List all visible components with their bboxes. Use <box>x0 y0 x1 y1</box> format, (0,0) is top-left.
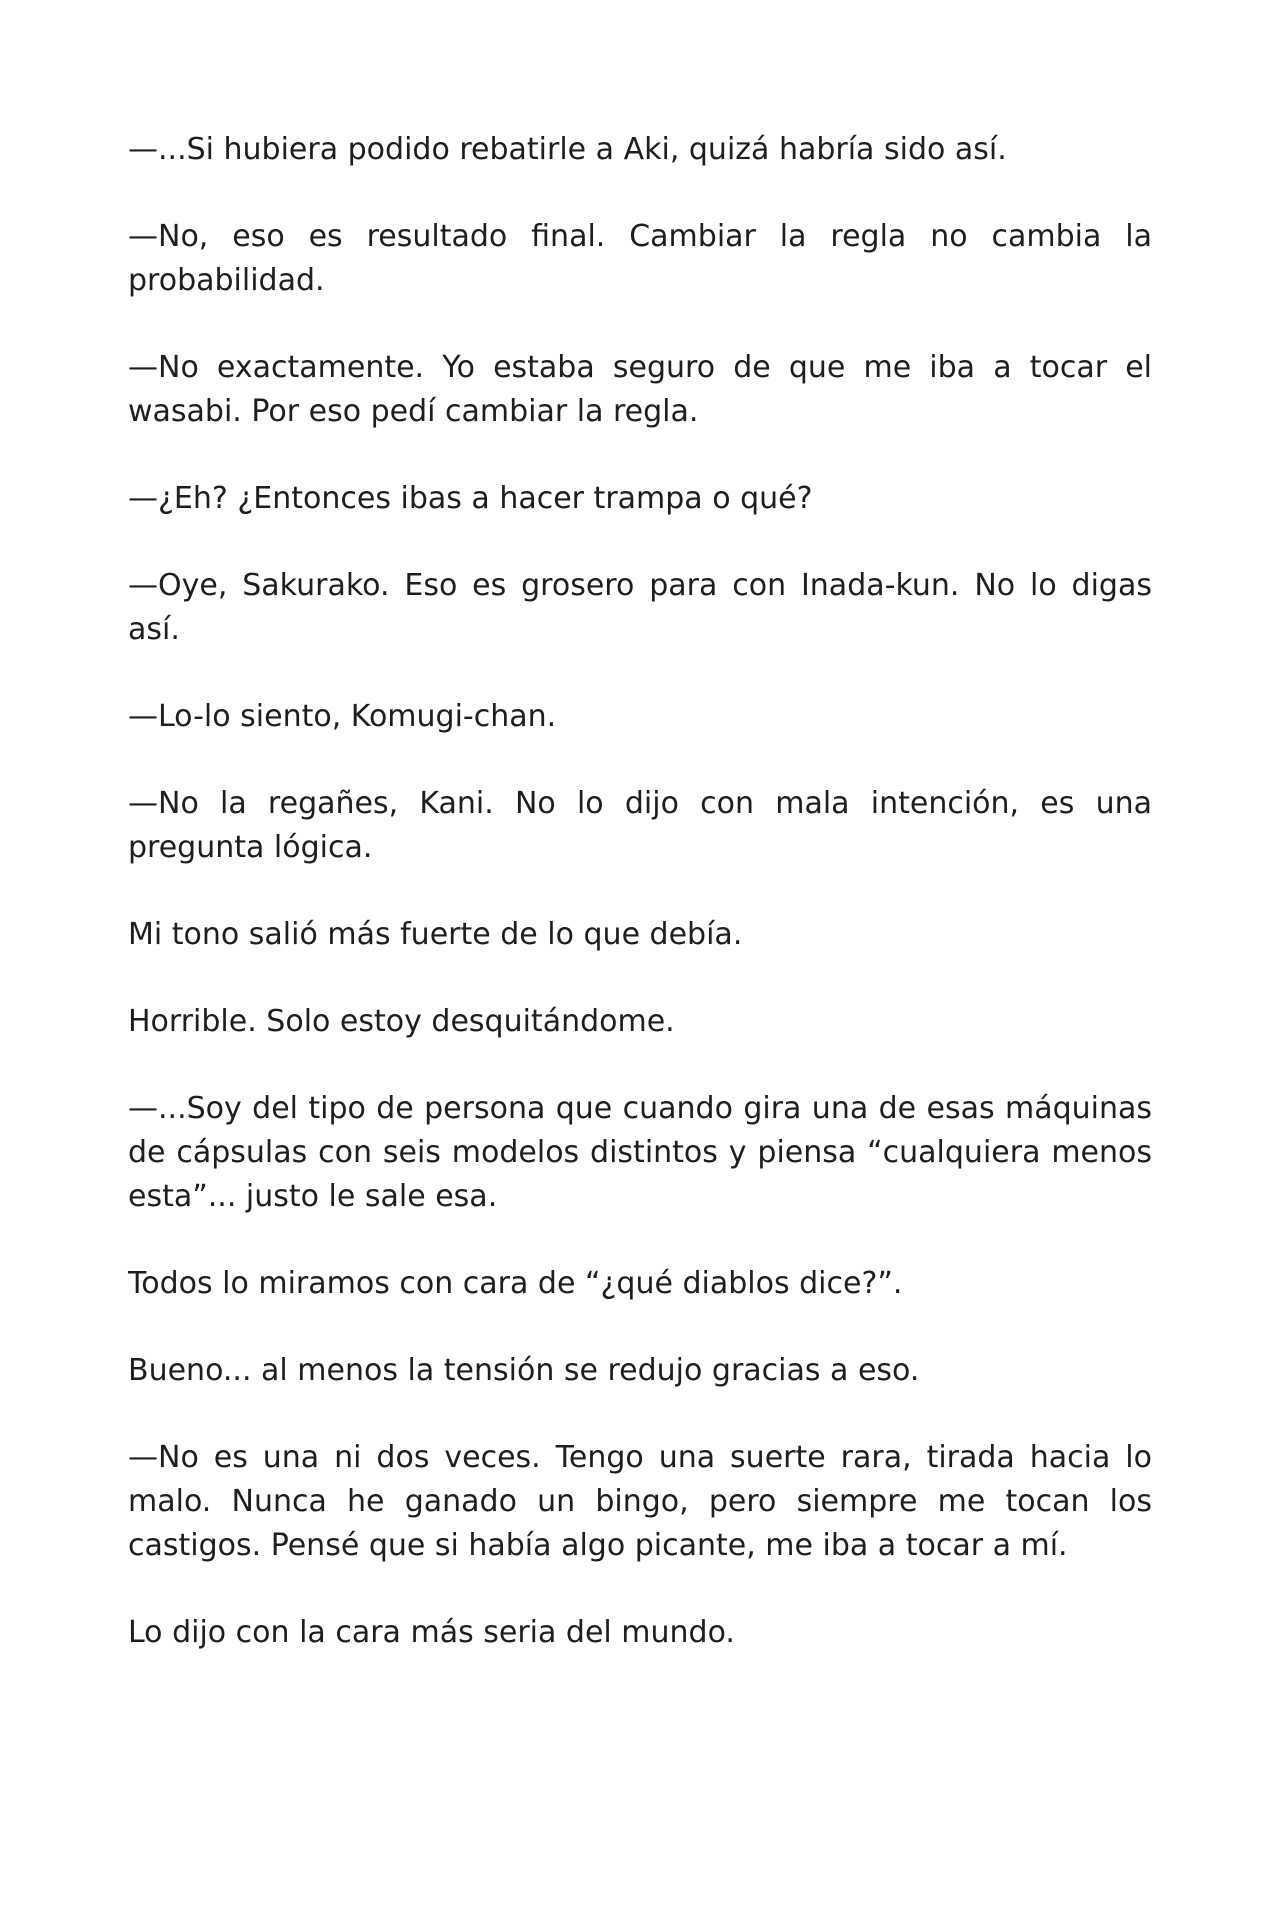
paragraph: Horrible. Solo estoy desquitándome. <box>128 1004 675 1039</box>
paragraph: —No la regañes, Kani. No lo dijo con mala intención, es una pregunta lógica. <box>128 786 1152 865</box>
paragraph: Mi tono salió más fuerte de lo que debía. <box>128 917 743 952</box>
paragraph: —Oye, Sakurako. Eso es grosero para con Inada-kun. No lo digas así. <box>128 568 1152 647</box>
paragraph: —...Si hubiera podido rebatirle a Aki, quizá habría sido así. <box>128 132 1007 167</box>
paragraph: —¿Eh? ¿Entonces ibas a hacer trampa o qué? <box>128 481 813 516</box>
paragraph: —No es una ni dos veces. Tengo una suerte rara, tirada hacia lo malo. Nunca he ganado un bingo, pero siempre me tocan los castigos. Pensé que si había algo picante, me iba a tocar a mí. <box>128 1440 1152 1563</box>
paragraph: Todos lo miramos con cara de “¿qué diablos dice?”. <box>128 1266 903 1301</box>
paragraph: Bueno... al menos la tensión se redujo gracias a eso. <box>128 1353 920 1388</box>
paragraph: —No exactamente. Yo estaba seguro de que me iba a tocar el wasabi. Por eso pedí cambiar la regla. <box>128 350 1152 429</box>
paragraph: —No, eso es resultado final. Cambiar la regla no cambia la probabilidad. <box>128 219 1152 298</box>
paragraph: —...Soy del tipo de persona que cuando gira una de esas máquinas de cápsulas con seis modelos distintos y piensa “cualquiera menos esta”... justo le sale esa. <box>128 1091 1152 1214</box>
paragraph: Lo dijo con la cara más seria del mundo. <box>128 1615 735 1650</box>
text-body <box>128 128 1152 1655</box>
paragraph: —Lo-lo siento, Komugi-chan. <box>128 699 557 734</box>
